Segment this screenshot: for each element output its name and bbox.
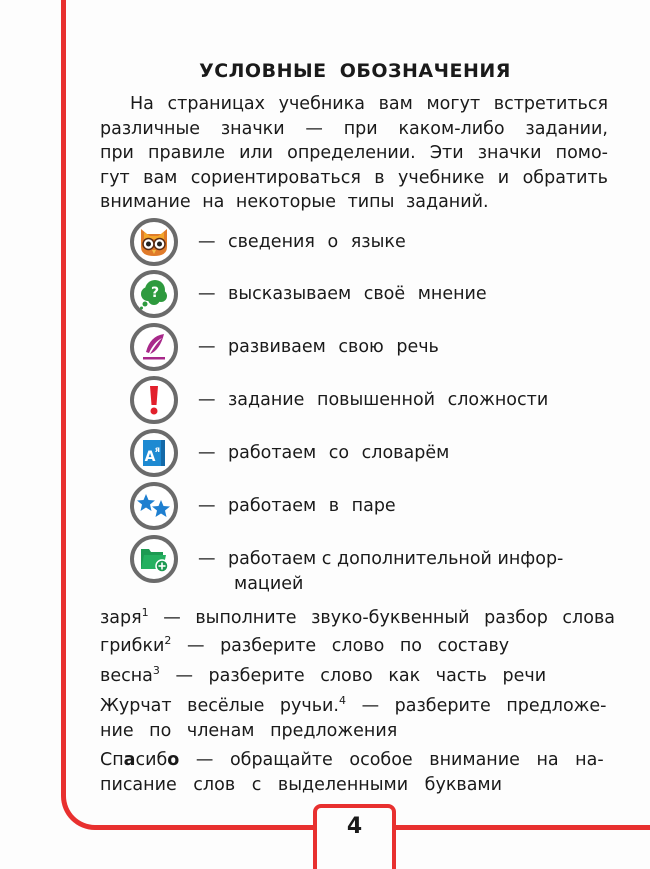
rule-highlighted-letters: [100, 750, 608, 770]
legend-label: работаем со словарём: [228, 443, 450, 463]
example-word-highlighted: Спасибо: [100, 750, 180, 770]
feather-pen-icon: [130, 323, 178, 371]
rule-description: — выполните звуко-буквенный разбор слова: [163, 608, 615, 628]
rule-sound-letter: [100, 606, 615, 628]
legend-item-dictionary: [130, 429, 449, 477]
intro-line: На страницах учебника вам могут встретиться: [130, 94, 608, 114]
rule-description: — разберите слово по составу: [187, 636, 510, 656]
intro-line: при правиле или определении. Эти значки помо-: [100, 143, 608, 163]
legend-label: сведения о языке: [228, 232, 406, 252]
svg-text:A: A: [144, 449, 156, 465]
page-number-tab: [313, 804, 396, 869]
dictionary-icon: [130, 429, 178, 477]
legend-item-opinion: [130, 270, 487, 318]
svg-text:я: я: [154, 445, 161, 454]
superscript-mark: 3: [152, 664, 160, 678]
rule-highlighted-letters-continued: писание слов с выделенными буквами: [100, 775, 502, 795]
intro-line: различные значки — при каком-либо задании,: [100, 118, 608, 139]
two-stars-icon: [130, 482, 178, 530]
rule-sentence-members: [100, 696, 608, 716]
example-word: грибки: [100, 636, 165, 656]
superscript-mark: 1: [141, 606, 149, 620]
legend-item-extra-info: [130, 535, 602, 583]
exclamation-icon: [130, 376, 178, 424]
page-number: 4: [346, 814, 363, 839]
rule-sentence-members-continued: ние по членам предложения: [100, 721, 398, 741]
superscript-mark: 2: [164, 634, 172, 648]
legend-label: работаем с дополнительной инфор-: [228, 549, 564, 569]
dash: —: [198, 284, 216, 304]
superscript-mark: 4: [339, 694, 346, 708]
legend-label: высказываем своё мнение: [228, 284, 487, 304]
question-cloud-icon: [130, 270, 178, 318]
rule-description: — разберите предложе-: [361, 696, 607, 716]
rule-description: — разберите слово как часть речи: [175, 666, 547, 686]
example-word: заря: [100, 608, 142, 628]
dash: —: [198, 496, 216, 516]
legend-item-speech: [130, 323, 439, 371]
folder-plus-icon: [130, 535, 178, 583]
dash: —: [198, 443, 216, 463]
rule-word-structure: [100, 636, 608, 656]
rule-description: — обращайте особое внимание на на-: [195, 750, 604, 770]
owl-icon: [130, 218, 178, 266]
legend-label: развиваем свою речь: [228, 337, 439, 357]
dash: —: [198, 337, 216, 357]
example-sentence: Журчат весёлые ручьи.: [100, 696, 339, 716]
intro-line: внимание на некоторые типы заданий.: [100, 192, 489, 212]
dash: —: [198, 549, 216, 569]
dash: —: [198, 390, 216, 410]
legend-item-language-info: [130, 218, 406, 266]
svg-text:?: ?: [150, 285, 160, 301]
legend-item-pair-work: [130, 482, 396, 530]
example-word: весна: [100, 666, 153, 686]
legend-label: задание повышенной сложности: [228, 390, 549, 410]
legend-label: работаем в паре: [228, 496, 396, 516]
dash: —: [198, 232, 216, 252]
intro-line: гут вам сориентироваться в учебнике и обратить: [100, 167, 608, 188]
page-frame-bottom-right: [395, 825, 650, 830]
page-frame-left: [61, 0, 66, 790]
legend-label-continued: мацией: [234, 574, 304, 594]
intro-paragraph: [100, 92, 608, 215]
page-title: УСЛОВНЫЕ ОБОЗНАЧЕНИЯ: [199, 60, 511, 82]
rule-part-of-speech: [100, 666, 608, 686]
page-frame-bottom-left: [118, 825, 314, 830]
legend-item-hard-task: [130, 376, 548, 424]
